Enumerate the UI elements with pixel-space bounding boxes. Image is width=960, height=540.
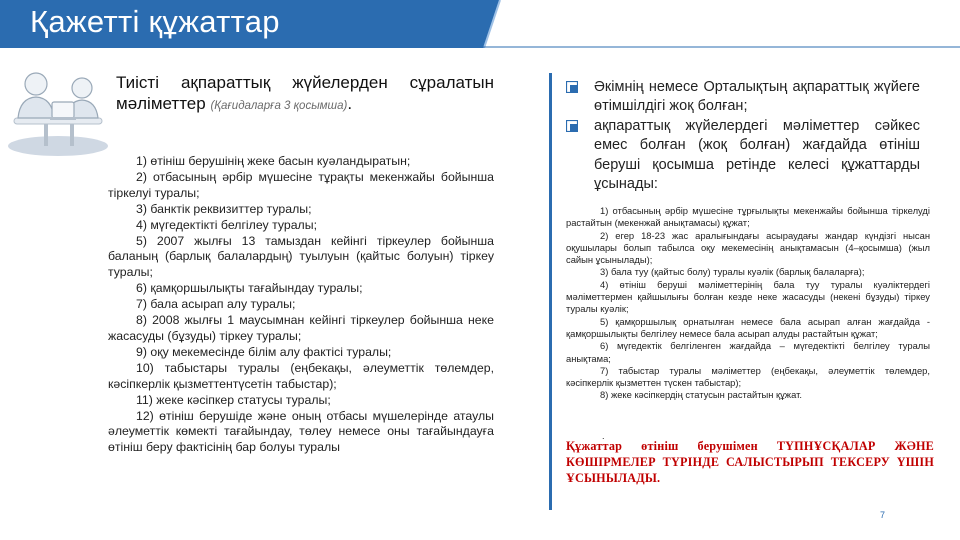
square-bullet-icon	[566, 81, 578, 93]
bullet-item	[566, 78, 920, 117]
red-note: Құжаттар өтініш берушімен ТҮПНҰСҚАЛАР ЖӘНЕ КӨШІРМЕЛЕР ТҮРІНДЕ САЛЫСТЫРЫП ТЕКСЕРУ ҮШІН ҰСЫНЫЛАДЫ.	[566, 439, 934, 486]
page-number: 7	[880, 510, 886, 520]
list-item: 6) қамқоршылықты тағайындау туралы;	[136, 281, 363, 296]
square-bullet-icon	[566, 120, 578, 132]
list-item: 10) табыстары туралы (еңбекақы, әлеуметтік төлемдер, кәсіпкерлік қызметтентүсетін табыстар);	[108, 360, 494, 391]
column-divider	[549, 73, 552, 510]
list-item: 3) бала туу (қайтыс болу) туралы куәлік (барлық балаларға);	[600, 266, 865, 278]
list-item: 3) банктік реквизиттер туралы;	[136, 201, 312, 216]
left-info-list	[108, 154, 494, 456]
list-item: 2) егер 18-23 жас аралығындағы асыраудағы жандар күндізгі нысан оқушылары болып табылса оқу мекемесінің анықтамасын (4–қосымша) (жыл сайын ұсынылады);	[566, 229, 930, 266]
list-item: 8) жеке кәсіпкердің статусын растайтын құжат.	[600, 389, 802, 401]
list-item: 12) өтініш берушіде және оның отбасы мүшелерінде атаулы әлеуметтік көмекті тағайындау, төлеу немесе оны тағайындауға өтініш беру фактісінің бар болуы туралы	[108, 408, 494, 455]
list-item: 4) өтініш беруші мәліметтерінің бала туу туралы куәліктердегі мәліметтермен қайшылығы болған кезде неке жасасуды (некені бұзуды) тіркеу туралы куәлік;	[566, 278, 930, 315]
left-heading: Тиісті ақпараттық жүйелерден сұралатын мәліметтер (Қағидаларға 3 қосымша).	[116, 73, 494, 113]
right-bullets	[566, 78, 920, 194]
list-item: 6) мүгедектік белгіленген жағдайда – мүгедектікті белгілеу туралы анықтама;	[566, 340, 930, 364]
left-heading-text: Тиісті ақпараттық жүйелерден сұралатын мәліметтер	[116, 73, 494, 113]
list-item: 7) бала асырап алу туралы;	[136, 297, 296, 312]
list-item: 7) табыстар туралы мәліметтер (еңбекақы, әлеуметтік төлемдер, кәсіпкерлік қызметтен түскен табыстар);	[566, 364, 930, 389]
list-item: 5) 2007 жылғы 13 тамыздан кейінгі тіркеулер бойынша баланың (барлық балалардың) туылуын (қайтыс болуын) тіркеу туралы;	[108, 233, 494, 280]
list-item: 1) отбасының әрбір мүшесіне тұрғылықты мекенжайы бойынша тіркелуді растайтын (мекенжай анықтамасы) құжат;	[566, 205, 930, 229]
list-item: 9) оқу мекемесінде білім алу фактісі туралы;	[136, 344, 392, 359]
list-item: 4) мүгедектікті белгілеу туралы;	[136, 217, 317, 232]
list-item: 8) 2008 жылғы 1 маусымнан кейінгі тіркеулер бойынша неке жасасуды (бұзуды) тіркеу туралы;	[108, 313, 494, 343]
list-item: 1) өтініш берушінің жеке басын куәландыратын;	[136, 154, 411, 168]
list-item: 5) қамқоршылық орнатылған немесе бала асырап алған жағдайда - қамқоршылықты белгілеу немесе бала асырап алуды растайтын құжат;	[566, 315, 930, 339]
bullet-text: Әкімнің немесе Орталықтың ақпараттық жүйеге өтімшілдігі жоқ болған;	[594, 79, 920, 115]
people-at-desk-illustration	[6, 66, 110, 158]
list-item: 11) жеке кәсіпкер статусы туралы;	[136, 392, 331, 407]
header-banner	[0, 0, 960, 48]
left-heading-hint: (Қағидаларға 3 қосымша)	[210, 100, 348, 112]
stray-dot: .	[602, 431, 605, 441]
bullet-text: ақпараттық жүйелердегі мәліметтер сәйкес емес болған (жоқ болған) жағдайда өтініш беруші қосымша ретінде келесі құжаттарды ұсынады:	[594, 117, 920, 193]
right-docs-list	[566, 205, 930, 402]
list-item: 2) отбасының әрбір мүшесіне тұрақты мекенжайы бойынша тіркелуі туралы;	[108, 169, 494, 200]
bullet-item	[566, 117, 920, 195]
left-heading-block	[116, 72, 494, 117]
page-title: Қажетті құжаттар	[30, 4, 280, 39]
